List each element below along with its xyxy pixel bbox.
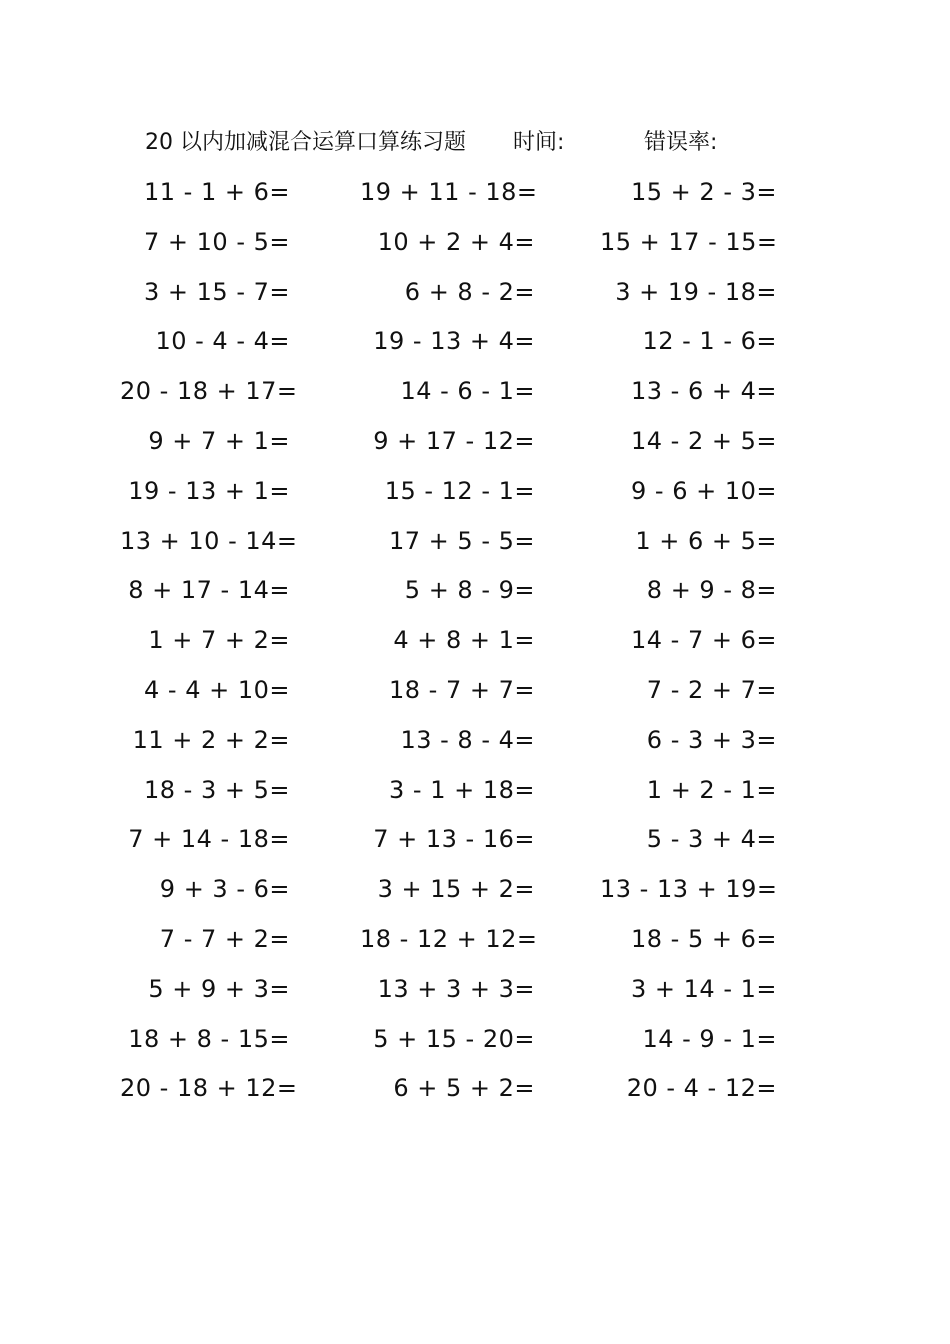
problem-2-row-7: 15 - 12 - 1= bbox=[384, 476, 535, 505]
problem-row bbox=[0, 421, 950, 471]
problem-row bbox=[0, 222, 950, 272]
problem-1-row-2: 7 + 10 - 5= bbox=[144, 227, 290, 256]
problem-3-row-12: 6 - 3 + 3= bbox=[646, 725, 777, 754]
problem-3-row-19: 20 - 4 - 12= bbox=[626, 1074, 777, 1103]
worksheet-title: 20 以内加减混合运算口算练习题 bbox=[145, 130, 466, 155]
problem-1-row-5: 20 - 18 + 17= bbox=[120, 377, 298, 406]
problem-2-row-14: 7 + 13 - 16= bbox=[373, 825, 535, 854]
problem-3-row-15: 13 - 13 + 19= bbox=[600, 875, 778, 904]
problem-1-row-1: 11 - 1 + 6= bbox=[144, 178, 290, 206]
problem-row bbox=[0, 321, 950, 371]
problem-3-row-6: 14 - 2 + 5= bbox=[631, 426, 777, 455]
problem-row bbox=[0, 670, 950, 720]
problem-1-row-6: 9 + 7 + 1= bbox=[148, 426, 290, 455]
problem-2-row-10: 4 + 8 + 1= bbox=[393, 626, 535, 655]
problem-2-row-13: 3 - 1 + 18= bbox=[389, 775, 535, 804]
problem-row bbox=[0, 969, 950, 1019]
time-label: 时间: bbox=[513, 130, 565, 155]
problem-row bbox=[0, 720, 950, 770]
problem-row bbox=[0, 1068, 950, 1118]
problem-1-row-4: 10 - 4 - 4= bbox=[155, 327, 290, 356]
problem-row bbox=[0, 471, 950, 521]
problem-1-row-15: 9 + 3 - 6= bbox=[159, 875, 290, 904]
problem-3-row-3: 3 + 19 - 18= bbox=[615, 277, 777, 306]
problem-row bbox=[0, 869, 950, 919]
problem-row bbox=[0, 371, 950, 421]
error-rate-label: 错误率: bbox=[644, 130, 718, 155]
problem-2-row-15: 3 + 15 + 2= bbox=[377, 875, 535, 904]
problem-2-row-18: 5 + 15 - 20= bbox=[373, 1024, 535, 1053]
problem-1-row-17: 5 + 9 + 3= bbox=[148, 974, 290, 1003]
problem-2-row-16: 18 - 12 + 12= bbox=[360, 924, 538, 953]
problem-2-row-19: 6 + 5 + 2= bbox=[393, 1074, 535, 1103]
problem-row bbox=[0, 819, 950, 869]
problem-2-row-11: 18 - 7 + 7= bbox=[389, 675, 535, 704]
problem-3-row-8: 1 + 6 + 5= bbox=[635, 526, 777, 555]
problem-grid bbox=[0, 172, 950, 1118]
problem-row bbox=[0, 770, 950, 820]
problem-2-row-17: 13 + 3 + 3= bbox=[377, 974, 535, 1003]
problem-3-row-10: 14 - 7 + 6= bbox=[631, 626, 777, 655]
problem-1-row-14: 7 + 14 - 18= bbox=[128, 825, 290, 854]
problem-3-row-17: 3 + 14 - 1= bbox=[631, 974, 777, 1003]
problem-2-row-1: 19 + 11 - 18= bbox=[360, 178, 538, 206]
problem-3-row-14: 5 - 3 + 4= bbox=[646, 825, 777, 854]
problem-2-row-9: 5 + 8 - 9= bbox=[404, 576, 535, 605]
problem-1-row-19: 20 - 18 + 12= bbox=[120, 1074, 298, 1103]
problem-3-row-2: 15 + 17 - 15= bbox=[600, 227, 778, 256]
problem-3-row-7: 9 - 6 + 10= bbox=[631, 476, 777, 505]
problem-3-row-18: 14 - 9 - 1= bbox=[642, 1024, 777, 1053]
problem-1-row-11: 4 - 4 + 10= bbox=[144, 675, 290, 704]
problem-1-row-9: 8 + 17 - 14= bbox=[128, 576, 290, 605]
problem-2-row-4: 19 - 13 + 4= bbox=[373, 327, 535, 356]
problem-row bbox=[0, 521, 950, 571]
problem-2-row-2: 10 + 2 + 4= bbox=[377, 227, 535, 256]
problem-1-row-8: 13 + 10 - 14= bbox=[120, 526, 298, 555]
problem-2-row-12: 13 - 8 - 4= bbox=[400, 725, 535, 754]
problem-1-row-12: 11 + 2 + 2= bbox=[132, 725, 290, 754]
problem-row bbox=[0, 570, 950, 620]
problem-3-row-9: 8 + 9 - 8= bbox=[646, 576, 777, 605]
problem-row bbox=[0, 272, 950, 322]
problem-row bbox=[0, 172, 950, 222]
problem-3-row-11: 7 - 2 + 7= bbox=[646, 675, 777, 704]
problem-2-row-6: 9 + 17 - 12= bbox=[373, 426, 535, 455]
problem-3-row-4: 12 - 1 - 6= bbox=[642, 327, 777, 356]
problem-3-row-13: 1 + 2 - 1= bbox=[646, 775, 777, 804]
problem-2-row-3: 6 + 8 - 2= bbox=[404, 277, 535, 306]
problem-1-row-18: 18 + 8 - 15= bbox=[128, 1024, 290, 1053]
worksheet-header bbox=[145, 126, 805, 160]
problem-3-row-16: 18 - 5 + 6= bbox=[631, 924, 777, 953]
problem-2-row-5: 14 - 6 - 1= bbox=[400, 377, 535, 406]
problem-row bbox=[0, 620, 950, 670]
problem-3-row-5: 13 - 6 + 4= bbox=[631, 377, 777, 406]
problem-1-row-3: 3 + 15 - 7= bbox=[144, 277, 290, 306]
problem-3-row-1: 15 + 2 - 3= bbox=[631, 178, 777, 206]
problem-1-row-7: 19 - 13 + 1= bbox=[128, 476, 290, 505]
problem-1-row-16: 7 - 7 + 2= bbox=[159, 924, 290, 953]
problem-2-row-8: 17 + 5 - 5= bbox=[389, 526, 535, 555]
problem-1-row-13: 18 - 3 + 5= bbox=[144, 775, 290, 804]
problem-row bbox=[0, 1019, 950, 1069]
problem-row bbox=[0, 919, 950, 969]
problem-1-row-10: 1 + 7 + 2= bbox=[148, 626, 290, 655]
